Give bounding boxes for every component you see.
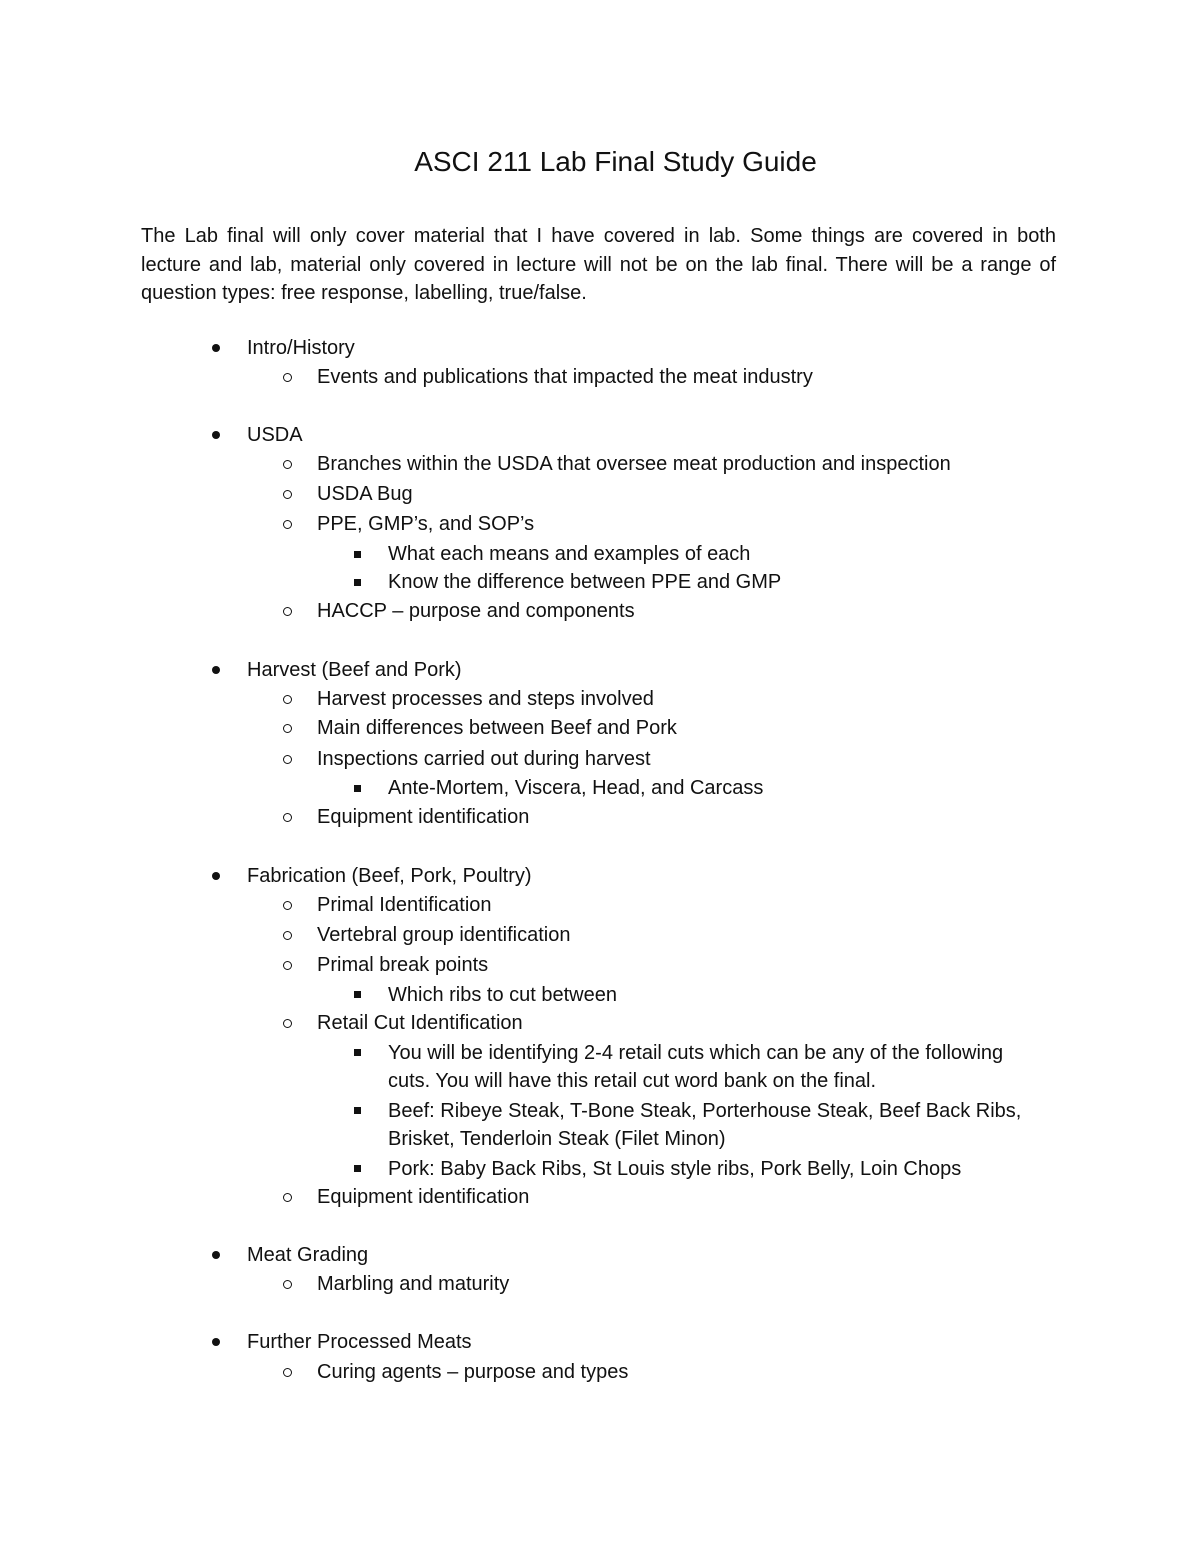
circle-bullet-icon (283, 1368, 292, 1377)
circle-bullet-icon (283, 520, 292, 529)
section-heading-usda: USDA (247, 424, 303, 446)
square-bullet-icon (354, 1165, 361, 1172)
list-item: Retail Cut Identification (317, 1012, 523, 1034)
circle-bullet-icon (283, 695, 292, 704)
list-item: Marbling and maturity (317, 1273, 510, 1295)
bullet-dot-icon (212, 431, 220, 439)
page-title: ASCI 211 Lab Final Study Guide (414, 146, 817, 177)
section-heading-further-processed: Further Processed Meats (247, 1331, 472, 1353)
square-bullet-icon (354, 551, 361, 558)
list-item: Primal break points (317, 954, 489, 976)
circle-bullet-icon (283, 1280, 292, 1289)
square-bullet-icon (354, 991, 361, 998)
circle-bullet-icon (283, 961, 292, 970)
sub-list-item: Ante-Mortem, Viscera, Head, and Carcass (388, 777, 764, 799)
bullet-dot-icon (212, 1338, 220, 1346)
square-bullet-icon (354, 785, 361, 792)
circle-bullet-icon (283, 813, 292, 822)
circle-bullet-icon (283, 373, 292, 382)
intro-paragraph: The Lab final will only cover material that I have covered in lab. Some things are covered in both lecture and lab, material only covered in lecture will not be on the lab final. There will be a range of question types: free response, labelling, true/false. (141, 225, 1056, 304)
circle-bullet-icon (283, 490, 292, 499)
bullet-dot-icon (212, 344, 220, 352)
bullet-dot-icon (212, 872, 220, 880)
circle-bullet-icon (283, 931, 292, 940)
bullet-dot-icon (212, 1251, 220, 1259)
list-item: USDA Bug (317, 483, 413, 505)
list-item: Events and publications that impacted the meat industry (317, 366, 813, 388)
list-item: Curing agents – purpose and types (317, 1361, 629, 1383)
circle-bullet-icon (283, 755, 292, 764)
circle-bullet-icon (283, 607, 292, 616)
circle-bullet-icon (283, 1193, 292, 1202)
list-item: Equipment identification (317, 1186, 530, 1208)
section-heading-meat-grading: Meat Grading (247, 1244, 369, 1266)
list-item: Vertebral group identification (317, 924, 571, 946)
list-item: HACCP – purpose and components (317, 600, 635, 622)
circle-bullet-icon (283, 1019, 292, 1028)
sub-list-item: What each means and examples of each (388, 543, 751, 565)
square-bullet-icon (354, 1107, 361, 1114)
circle-bullet-icon (283, 901, 292, 910)
sub-list-item: Which ribs to cut between (388, 984, 617, 1006)
section-heading-fabrication: Fabrication (Beef, Pork, Poultry) (247, 865, 532, 887)
bullet-dot-icon (212, 666, 220, 674)
list-item: Equipment identification (317, 806, 530, 828)
list-item: PPE, GMP’s, and SOP’s (317, 513, 535, 535)
circle-bullet-icon (283, 724, 292, 733)
list-item: Branches within the USDA that oversee meat production and inspection (317, 453, 951, 475)
square-bullet-icon (354, 579, 361, 586)
sub-list-item: You will be identifying 2-4 retail cuts which can be any of the following cuts. You will have this retail cut word bank on the final. (388, 1042, 1004, 1092)
list-item: Harvest processes and steps involved (317, 688, 654, 710)
sub-list-item: Beef: Ribeye Steak, T-Bone Steak, Porterhouse Steak, Beef Back Ribs, Brisket, Tenderloin Steak (Filet Minon) (388, 1100, 1022, 1150)
sub-list-item: Pork: Baby Back Ribs, St Louis style ribs, Pork Belly, Loin Chops (388, 1158, 962, 1180)
list-item: Primal Identification (317, 894, 492, 916)
section-heading-harvest: Harvest (Beef and Pork) (247, 659, 462, 681)
list-item: Main differences between Beef and Pork (317, 717, 677, 739)
list-item: Inspections carried out during harvest (317, 748, 651, 770)
sub-list-item: Know the difference between PPE and GMP (388, 571, 782, 593)
circle-bullet-icon (283, 460, 292, 469)
square-bullet-icon (354, 1049, 361, 1056)
section-heading-intro-history: Intro/History (247, 337, 355, 359)
